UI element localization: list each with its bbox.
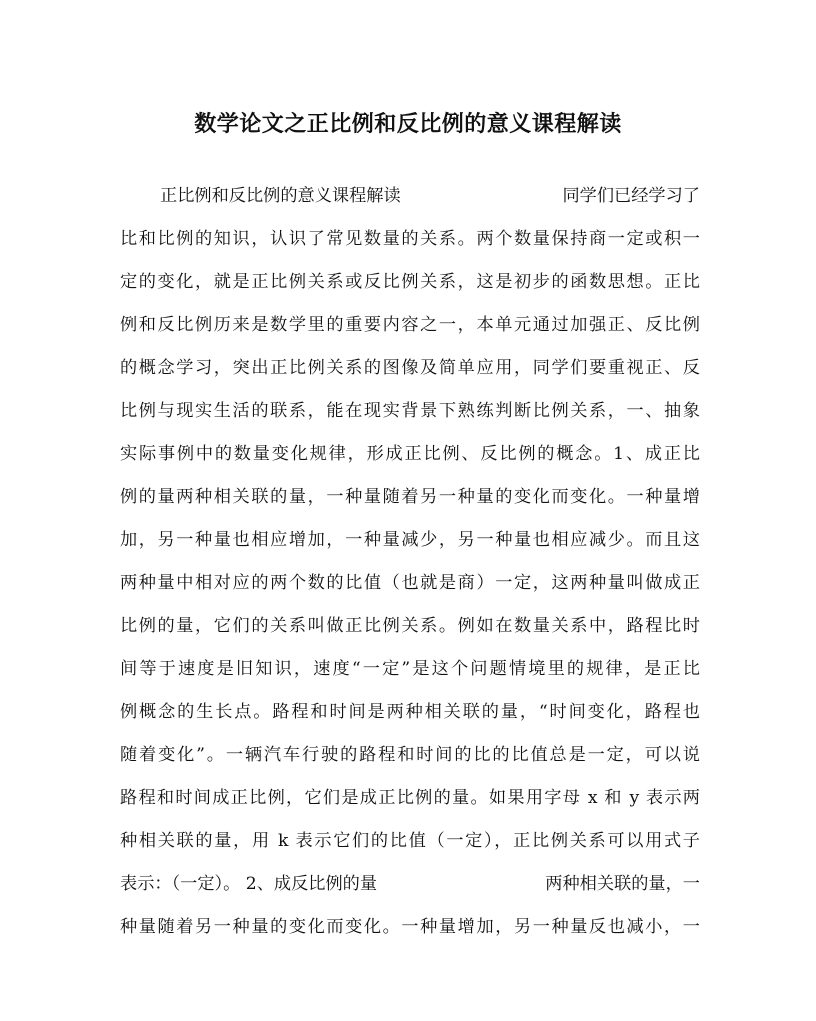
body-line-16: 种相关联的量，用 k 表示它们的比值（一定），正比例关系可以用式子 <box>120 831 700 851</box>
body-line-5: 的概念学习，突出正比例关系的图像及简单应用，同学们要重视正、反 <box>120 358 700 378</box>
body-line-7: 实际事例中的数量变化规律，形成正比例、反比例的概念。1、成正比 <box>120 444 700 464</box>
body-line-17-left: 表示：（一定）。 2、成反比例的量 <box>120 874 378 894</box>
body-line-8: 例的量两种相关联的量，一种量随着另一种量的变化而变化。一种量增 <box>120 487 700 507</box>
body-line-3: 定的变化，就是正比例关系或反比例关系，这是初步的函数思想。正比 <box>120 272 700 292</box>
document-body <box>120 175 700 949</box>
body-line-2: 比和比例的知识，认识了常见数量的关系。两个数量保持商一定或积一 <box>120 229 700 249</box>
body-line-1-right: 同学们已经学习了 <box>562 186 700 206</box>
body-line-13: 例概念的生长点。路程和时间是两种相关联的量，“时间变化，路程也 <box>120 702 700 722</box>
body-line-1 <box>120 175 700 218</box>
body-line-18: 种量随着另一种量的变化而变化。一种量增加，另一种量反也减小，一 <box>120 917 700 937</box>
body-line-6: 比例与现实生活的联系，能在现实背景下熟练判断比例关系，一、抽象 <box>120 401 700 421</box>
body-line-17 <box>120 863 700 906</box>
body-line-11: 比例的量，它们的关系叫做正比例关系。例如在数量关系中，路程比时 <box>120 616 700 636</box>
body-line-12: 间等于速度是旧知识，速度“一定”是这个问题情境里的规律，是正比 <box>120 659 700 679</box>
body-line-4: 例和反比例历来是数学里的重要内容之一，本单元通过加强正、反比例 <box>120 315 700 335</box>
body-line-17-right: 两种相关联的量，一 <box>545 874 700 894</box>
body-line-10: 两种量中相对应的两个数的比值（也就是商）一定，这两种量叫做成正 <box>120 573 700 593</box>
body-line-14: 随着变化”。一辆汽车行驶的路程和时间的比的比值总是一定，可以说 <box>120 745 700 765</box>
body-line-15: 路程和时间成正比例，它们是成正比例的量。如果用字母 x 和 y 表示两 <box>120 788 700 808</box>
body-line-1-left: 正比例和反比例的意义课程解读 <box>160 186 401 206</box>
document-title: 数学论文之正比例和反比例的意义课程解读 <box>194 111 622 137</box>
body-line-9: 加，另一种量也相应增加，一种量减少，另一种量也相应减少。而且这 <box>120 530 700 550</box>
